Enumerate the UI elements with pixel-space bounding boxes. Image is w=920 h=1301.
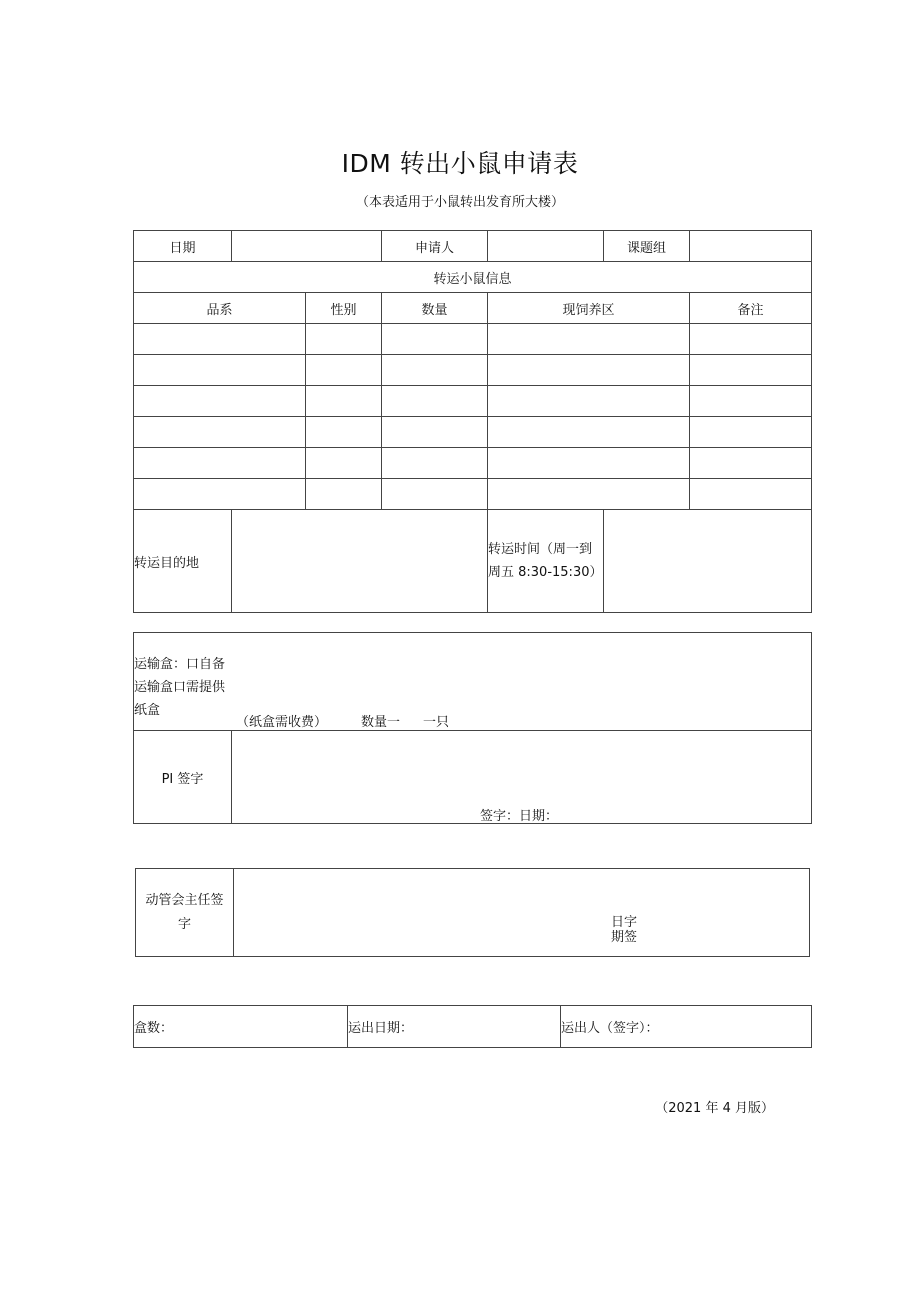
cell-quantity[interactable] (382, 386, 488, 417)
director-signature-field[interactable] (234, 869, 810, 957)
box-quantity-unit: 一只 (423, 715, 450, 730)
table-row (134, 448, 812, 479)
cell-quantity[interactable] (382, 355, 488, 386)
box-count-field[interactable]: 盒数： (134, 1006, 348, 1048)
column-header-notes: 备注 (690, 293, 812, 324)
cell-notes[interactable] (690, 448, 812, 479)
cell-notes[interactable] (690, 479, 812, 510)
cell-quantity[interactable] (382, 417, 488, 448)
column-header-sex: 性别 (306, 293, 382, 324)
destination-label: 转运目的地 (134, 510, 232, 613)
transfer-time-label: 转运时间（周一到周五 8:30-15:30） (488, 510, 604, 613)
cell-current-area[interactable] (488, 417, 690, 448)
cell-sex[interactable] (306, 448, 382, 479)
director-label-text: 动管会主任签字 (145, 892, 224, 932)
group-field[interactable] (690, 231, 812, 262)
shipper-signature-field[interactable]: 运出人（签字）： (561, 1006, 812, 1048)
table-row (134, 479, 812, 510)
date-label: 日期 (134, 231, 232, 262)
cell-sex[interactable] (306, 324, 382, 355)
mouse-info-table (133, 230, 812, 613)
cell-strain[interactable] (134, 386, 306, 417)
cell-quantity[interactable] (382, 324, 488, 355)
cell-sex[interactable] (306, 417, 382, 448)
cell-strain[interactable] (134, 355, 306, 386)
cell-sex[interactable] (306, 386, 382, 417)
group-label: 课题组 (604, 231, 690, 262)
pi-signature-field[interactable] (232, 731, 812, 824)
box-type-text: 运输盒：口自备运输盒口需提供纸盒 (134, 657, 226, 718)
page-title: IDM 转出小鼠申请表 (341, 149, 579, 178)
cell-strain[interactable] (134, 324, 306, 355)
box-section-cell (134, 633, 812, 731)
cell-strain[interactable] (134, 417, 306, 448)
applicant-field[interactable] (488, 231, 604, 262)
version-footer: （2021 年 4 月版） (655, 1101, 774, 1116)
director-signature-label (136, 869, 234, 957)
cell-notes[interactable] (690, 324, 812, 355)
column-header-current-area: 现饲养区 (488, 293, 690, 324)
cell-current-area[interactable] (488, 479, 690, 510)
cell-notes[interactable] (690, 355, 812, 386)
pi-sign-date-label: 签字：日期： (480, 809, 559, 824)
box-fee-note: （纸盒需收费） (236, 715, 328, 730)
column-header-strain: 品系 (134, 293, 306, 324)
transfer-time-field[interactable] (604, 510, 812, 613)
pi-signature-label: PI 签字 (134, 731, 232, 824)
cell-sex[interactable] (306, 479, 382, 510)
table-row (134, 355, 812, 386)
cell-current-area[interactable] (488, 386, 690, 417)
cell-current-area[interactable] (488, 324, 690, 355)
applicant-label: 申请人 (382, 231, 488, 262)
cell-strain[interactable] (134, 479, 306, 510)
cell-notes[interactable] (690, 417, 812, 448)
destination-field[interactable] (232, 510, 488, 613)
cell-strain[interactable] (134, 448, 306, 479)
cell-current-area[interactable] (488, 448, 690, 479)
cell-quantity[interactable] (382, 479, 488, 510)
director-date-sign-text: 日字期签 (610, 915, 637, 945)
director-table (135, 868, 810, 957)
cell-notes[interactable] (690, 386, 812, 417)
box-pi-table (133, 632, 812, 824)
page-subtitle: （本表适用于小鼠转出发育所大楼） (355, 195, 564, 210)
table-row (134, 386, 812, 417)
column-header-quantity: 数量 (382, 293, 488, 324)
section-title: 转运小鼠信息 (134, 262, 812, 293)
shipment-table (133, 1005, 812, 1048)
ship-date-field[interactable]: 运出日期： (348, 1006, 561, 1048)
table-row (134, 417, 812, 448)
cell-current-area[interactable] (488, 355, 690, 386)
box-quantity-label: 数量一 (361, 715, 401, 730)
date-field[interactable] (232, 231, 382, 262)
cell-sex[interactable] (306, 355, 382, 386)
cell-quantity[interactable] (382, 448, 488, 479)
table-row (134, 324, 812, 355)
